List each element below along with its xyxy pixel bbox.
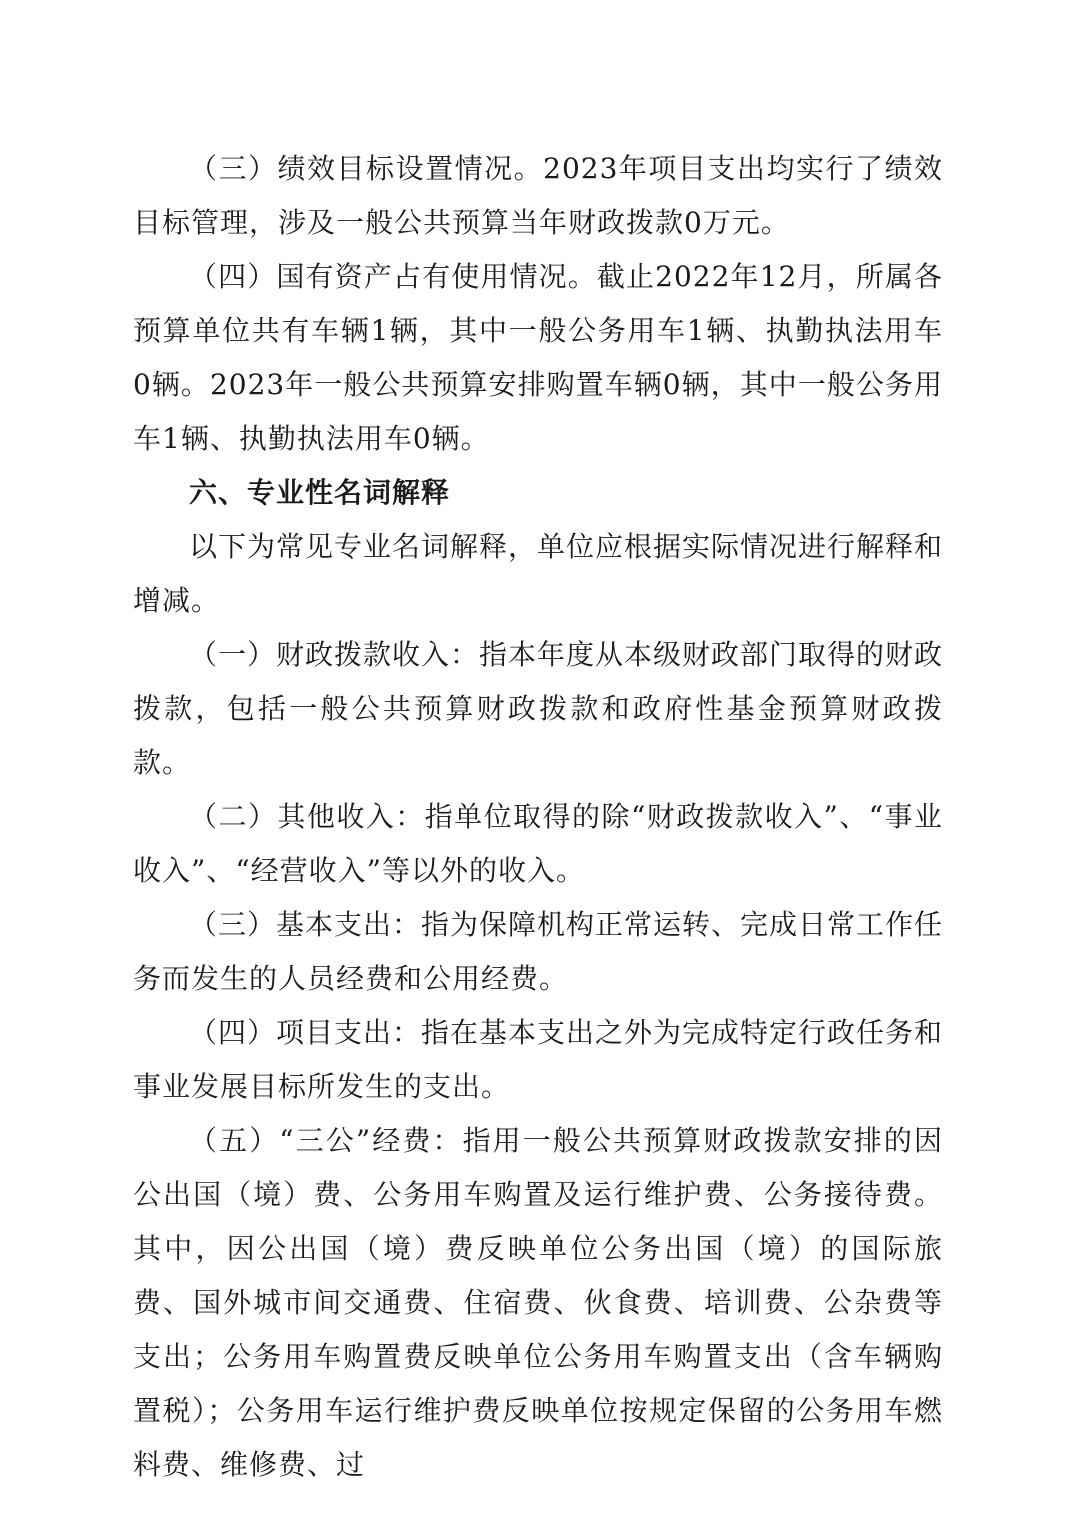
paragraph-performance-targets: （三）绩效目标设置情况。2023年项目支出均实行了绩效目标管理，涉及一般公共预算当年财政拨款0万元。 (133, 152, 943, 239)
document-body (133, 142, 943, 1492)
section-heading-terms: 六、专业性名词解释 (189, 476, 451, 509)
paragraph-project-expenditure: （四）项目支出：指在基本支出之外为完成特定行政任务和事业发展目标所发生的支出。 (133, 1016, 944, 1103)
paragraph-basic-expenditure: （三）基本支出：指为保障机构正常运转、完成日常工作任务而发生的人员经费和公用经费。 (133, 908, 944, 995)
paragraph-other-income: （二）其他收入：指单位取得的除“财政拨款收入”、“事业收入”、“经营收入”等以外的收入。 (133, 800, 943, 887)
paragraph-terms-intro: 以下为常见专业名词解释，单位应根据实际情况进行解释和增减。 (133, 530, 944, 617)
paragraph-three-public-expenses: （五）“三公”经费：指用一般公共预算财政拨款安排的因公出国（境）费、公务用车购置及运行维护费、公务接待费。其中，因公出国（境）费反映单位公务出国（境）的国际旅费、国外城市间交通费、住宿费、伙食费、培训费、公杂费等支出；公务用车购置费反映单位公务用车购置支出（含车辆购置税）；公务用车运行维护费反映单位按规定保留的公务用车燃料费、维修费、过 (133, 1124, 943, 1481)
paragraph-fiscal-appropriation-income: （一）财政拨款收入：指本年度从本级财政部门取得的财政拨款，包括一般公共预算财政拨款和政府性基金预算财政拨款。 (133, 638, 944, 779)
paragraph-state-assets: （四）国有资产占有使用情况。截止2022年12月，所属各预算单位共有车辆1辆，其中一般公务用车1辆、执勤执法用车0辆。2023年一般公共预算安排购置车辆0辆，其中一般公务用车1辆、执勤执法用车0辆。 (133, 260, 943, 455)
